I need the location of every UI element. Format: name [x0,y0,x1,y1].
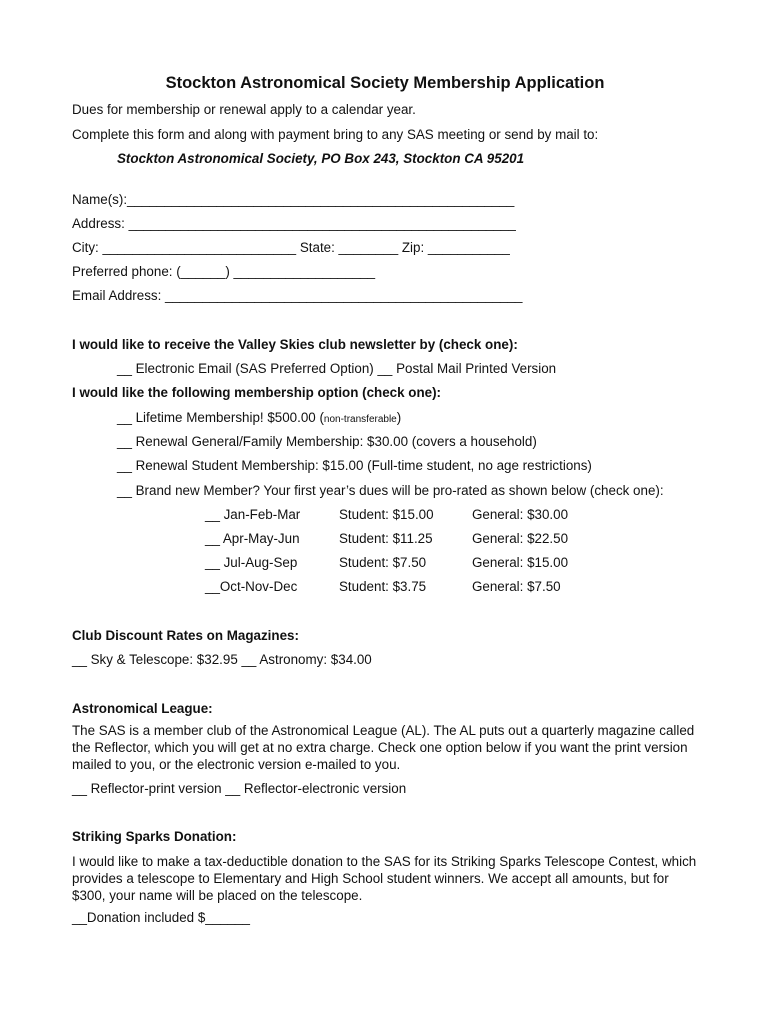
donation-included-field[interactable]: __Donation included $______ [72,910,250,925]
option-lifetime[interactable] [117,409,401,428]
membership-heading: I would like the following membership option (check one): [72,385,442,400]
option-renewal-general[interactable]: __ Renewal General/Family Membership: $30.00 (covers a household) [117,434,537,449]
mailing-address: Stockton Astronomical Society, PO Box 243, Stockton CA 95201 [117,151,525,166]
magazines-heading: Club Discount Rates on Magazines: [72,628,299,643]
newsletter-options[interactable]: __ Electronic Email (SAS Preferred Option) __ Postal Mail Printed Version [117,361,557,376]
option-lifetime-label: __ Lifetime Membership! $500.00 ( [117,410,324,425]
names-field[interactable]: Name(s):____________________________________________________ [72,192,515,207]
prorate-general: General: $22.50 [472,531,569,546]
prorate-period[interactable]: __Oct-Nov-Dec [205,579,298,594]
option-lifetime-note: non-transferable [323,414,397,425]
prorate-general: General: $30.00 [472,507,569,522]
league-description: The SAS is a member club of the Astronomical League (AL). The AL puts out a quarterly magazine called the Reflector, which you will get at no extra charge. Check one option below if you want the print version mailed to you, or the electronic version e-mailed to you. [72,723,695,772]
email-field[interactable]: Email Address: ________________________________________________ [72,288,523,303]
donation-description: I would like to make a tax-deductible donation to the SAS for its Striking Sparks Telescope Contest, which provides a telescope to Elementary and High School student winners. We accept all amounts, but for $300, your name will be placed on the telescope. [72,854,697,903]
city-state-zip-field[interactable]: City: __________________________ State: ________ Zip: ___________ [72,240,510,255]
prorate-student: Student: $3.75 [339,579,427,594]
prorate-period[interactable]: __ Jul-Aug-Sep [205,555,298,570]
prorate-period[interactable]: __ Apr-May-Jun [205,531,300,546]
magazine-options[interactable]: __ Sky & Telescope: $32.95 __ Astronomy: $34.00 [72,652,372,667]
prorate-student: Student: $15.00 [339,507,434,522]
donation-heading: Striking Sparks Donation: [72,829,237,844]
address-field[interactable]: Address: ____________________________________________________ [72,216,516,231]
league-heading: Astronomical League: [72,701,213,716]
option-lifetime-close: ) [396,410,402,425]
intro-line-2: Complete this form and along with payment bring to any SAS meeting or send by mail to: [72,127,599,142]
newsletter-heading: I would like to receive the Valley Skies club newsletter by (check one): [72,337,518,352]
reflector-options[interactable]: __ Reflector-print version __ Reflector-electronic version [72,781,407,796]
prorate-period[interactable]: __ Jan-Feb-Mar [205,507,301,522]
page-title: Stockton Astronomical Society Membership Application [165,74,605,92]
phone-field[interactable]: Preferred phone: (______) ___________________ [72,264,376,279]
prorate-student: Student: $7.50 [339,555,427,570]
option-renewal-student[interactable]: __ Renewal Student Membership: $15.00 (Full-time student, no age restrictions) [117,458,592,473]
intro-line-1: Dues for membership or renewal apply to a calendar year. [72,102,416,117]
prorate-general: General: $15.00 [472,555,569,570]
prorate-general: General: $7.50 [472,579,561,594]
prorate-student: Student: $11.25 [339,531,433,546]
option-new-member[interactable]: __ Brand new Member? Your first year’s dues will be pro-rated as shown below (check one): [117,483,664,498]
